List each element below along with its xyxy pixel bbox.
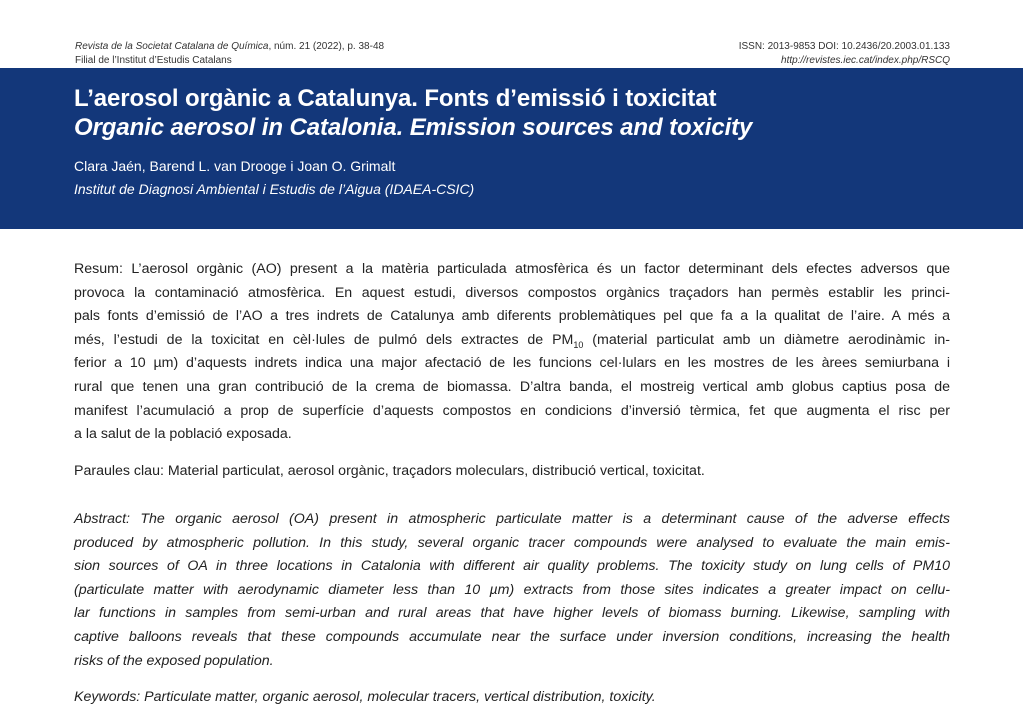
abstract-line: (particulate matter with aerodynamic diameter less than 10 µm) extracts from those sites indicates a greater impact on cellu- [74,581,950,598]
abstract-line: Abstract: The organic aerosol (OA) present in atmospheric particulate matter is a determinant cause of the adverse effects [74,511,950,527]
keywords-text: Keywords: Particulate matter, organic aerosol, molecular tracers, vertical distribution, toxicity. [74,689,656,705]
title-english: Organic aerosol in Catalonia. Emission sources and toxicity [74,114,753,141]
abstract-line: lar functions in samples from semi-urban and rural areas that have higher levels of biomass burning. Likewise, sampling with [74,605,950,622]
journal-identifiers [739,40,950,68]
resum-text: (material particulat amb un diàmetre aerodinàmic in- [583,331,950,348]
abstract-line: sion sources of OA in three locations in Catalonia with different air quality problems. The toxicity study on lung cells of PM10 [74,558,950,575]
resum-line: pals fonts d’emissió de l’AO a tres indrets de Catalunya amb diferents problemàtiques pel que fa a la qualitat de l’aire. A més a [74,308,950,325]
resum-line: ferior a 10 µm) d’aquests indrets indica una major afectació de les funcions cel·lulars en les mostres de les àrees semiurbana i [74,355,950,372]
resum-line: Resum: L’aerosol orgànic (AO) present a la matèria particulada atmosfèrica és un factor determinant dels efectes adversos que [74,261,950,277]
resum-text: més, l’estudi de la toxicitat en cèl·lules de pulmó dels extractes de PM [74,331,574,348]
journal-issue: , núm. 21 (2022), p. 38-48 [268,41,385,52]
journal-name: Revista de la Societat Catalana de Química [75,41,269,52]
journal-url[interactable]: http://revistes.iec.cat/index.php/RSCQ [781,55,950,66]
pm-subscript: 10 [573,339,584,350]
abstract-line: risks of the exposed population. [74,652,274,669]
title-catalan: L’aerosol orgànic a Catalunya. Fonts d’emissió i toxicitat [74,85,717,112]
resum-line: a la salut de la població exposada. [74,426,292,443]
issn-doi: ISSN: 2013-9853 DOI: 10.2436/20.2003.01.133 [738,41,950,52]
paraules-clau-text: Paraules clau: Material particulat, aerosol orgànic, traçadors moleculars, distribució vertical, toxicitat. [74,463,705,479]
paraules-clau [74,460,950,484]
title-banner [0,68,1023,229]
keywords [74,686,950,710]
resum-line: manifest l’acumulació a prop de superfície d’aquests compostos en condicions d’inversió tèrmica, fet que augmenta el risc per [74,402,950,419]
journal-header [0,0,1023,68]
author-list: Clara Jaén, Barend L. van Drooge i Joan O. Grimalt [74,158,396,174]
abstract-paragraph [74,508,950,673]
resum-line: rural que tenen una gran contribució de la crema de biomassa. D’altra banda, el mostreig vertical amb globus captius posa de [74,378,950,395]
resum-line: provoca la contaminació atmosfèrica. En aquest estudi, diversos compostos orgànics traçadors han permès establir les princi- [74,284,950,301]
author-affiliation: Institut de Diagnosi Ambiental i Estudis de l’Aigua (IDAEA-CSIC) [74,181,475,197]
abstract-line: captive balloons reveals that these compounds accumulate near the surface under inversion conditions, increasing the health [74,628,950,645]
resum-paragraph [74,258,950,447]
journal-affiliate: Filial de l’Institut d’Estudis Catalans [75,55,232,66]
journal-line [75,40,384,54]
resum-line-pm10 [74,329,950,353]
journal-citation [75,40,384,68]
abstract-line: produced by atmospheric pollution. In this study, several organic tracer compounds were analysed to evaluate the main emis- [74,534,950,551]
